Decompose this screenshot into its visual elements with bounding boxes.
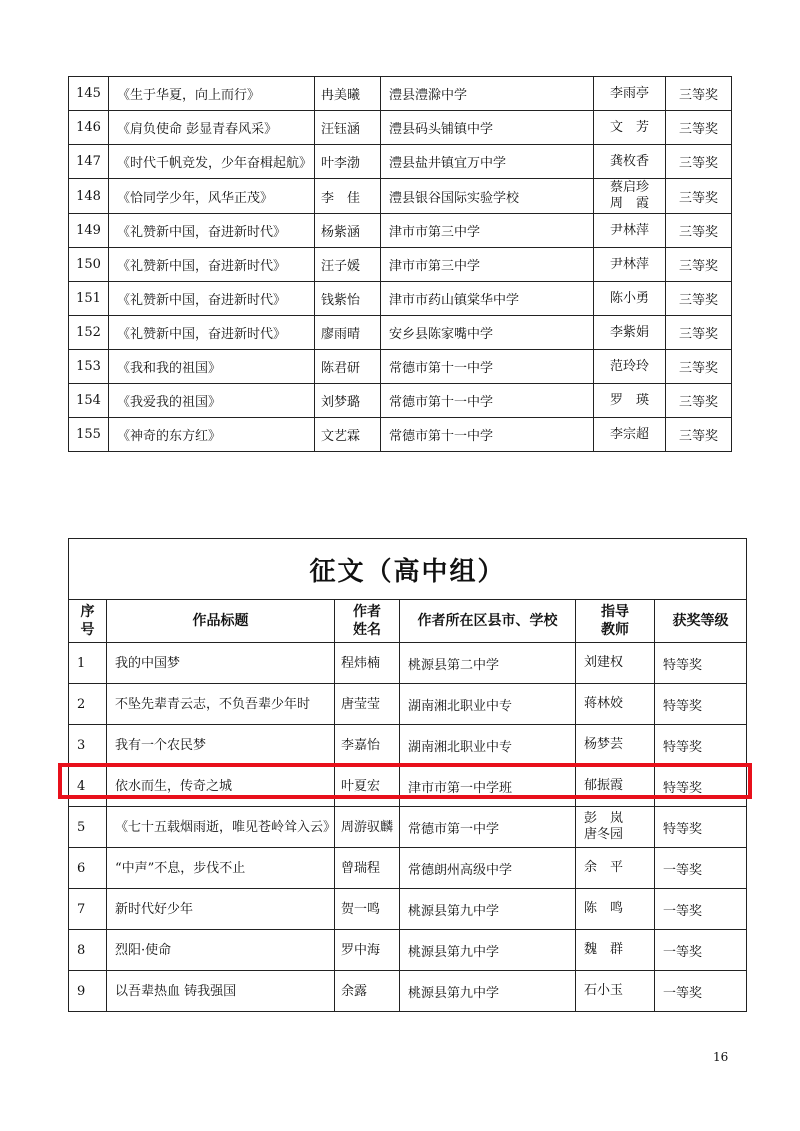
row-award: 三等奖: [666, 214, 732, 248]
row-school: 常德市第十一中学: [381, 350, 594, 384]
row-author: 汪钰涵: [315, 111, 381, 145]
row-award: 三等奖: [666, 248, 732, 282]
row-author: 周游驭麟: [335, 807, 400, 848]
row-title: 《我和我的祖国》: [109, 350, 315, 384]
row-teacher: [594, 214, 666, 248]
row-school: 常德朗州高级中学: [400, 848, 576, 889]
header-num: 序 号: [69, 600, 107, 643]
table-row: [69, 350, 732, 384]
row-author: 冉美曦: [315, 77, 381, 111]
row-title: “中声”不息，步伐不止: [107, 848, 335, 889]
teacher-name: 范玲玲: [609, 358, 649, 374]
row-school: 津市市第三中学: [381, 248, 594, 282]
row-author: 李嘉怡: [335, 725, 400, 766]
teacher-name: 龚枚香: [609, 153, 649, 169]
header-award: 获奖等级: [655, 600, 747, 643]
table-row: [69, 316, 732, 350]
row-author: 廖雨晴: [315, 316, 381, 350]
table-row: [69, 684, 747, 725]
row-title: 我有一个农民梦: [107, 725, 335, 766]
row-award: 特等奖: [655, 766, 747, 807]
row-title: 《恰同学少年，风华正茂》: [109, 179, 315, 214]
row-award: 一等奖: [655, 889, 747, 930]
row-number: 3: [69, 725, 107, 766]
row-school: 澧县银谷国际实验学校: [381, 179, 594, 214]
row-number: 154: [69, 384, 109, 418]
row-author: 叶李渤: [315, 145, 381, 179]
row-award: 三等奖: [666, 282, 732, 316]
teacher-name: 蔡启珍: [609, 180, 649, 195]
row-teacher: [576, 971, 655, 1012]
row-title: 《时代千帆竞发，少年奋楫起航》: [109, 145, 315, 179]
page-number: 16: [713, 1050, 729, 1064]
row-teacher: [576, 807, 655, 848]
row-number: 145: [69, 77, 109, 111]
row-school: 安乡县陈家嘴中学: [381, 316, 594, 350]
row-title: 《礼赞新中国，奋进新时代》: [109, 316, 315, 350]
row-school: 常德市第十一中学: [381, 418, 594, 452]
teacher-name: 郁振霞: [584, 778, 624, 793]
row-author: 李 佳: [315, 179, 381, 214]
row-school: 湖南湘北职业中专: [400, 725, 576, 766]
row-title: 我的中国梦: [107, 643, 335, 684]
row-school: 澧县盐井镇宜万中学: [381, 145, 594, 179]
row-award: 三等奖: [666, 316, 732, 350]
table-row: [69, 282, 732, 316]
row-award: 特等奖: [655, 643, 747, 684]
row-number: 152: [69, 316, 109, 350]
row-teacher: [576, 684, 655, 725]
row-award: 一等奖: [655, 930, 747, 971]
teacher-name: 石小玉: [584, 983, 624, 998]
row-teacher: [576, 725, 655, 766]
row-award: 特等奖: [655, 807, 747, 848]
row-teacher: [594, 350, 666, 384]
header-school: 作者所在区县市、学校: [400, 600, 576, 643]
row-title: 《生于华夏，向上而行》: [109, 77, 315, 111]
teacher-name: 李紫娟: [609, 324, 649, 340]
row-number: 148: [69, 179, 109, 214]
row-teacher: [594, 179, 666, 214]
row-school: 桃源县第九中学: [400, 930, 576, 971]
row-author: 刘梦璐: [315, 384, 381, 418]
teacher-name: 尹林萍: [609, 256, 649, 272]
row-teacher: [576, 930, 655, 971]
table-row: [69, 807, 747, 848]
table-row: [69, 145, 732, 179]
teacher-name: 魏 群: [584, 942, 624, 957]
row-title: 《肩负使命 彭显青春风采》: [109, 111, 315, 145]
row-teacher: [576, 889, 655, 930]
teacher-name: 蒋林姣: [584, 696, 624, 711]
row-title: 《七十五载烟雨逝，唯见苍岭耸入云》: [107, 807, 335, 848]
row-award: 三等奖: [666, 77, 732, 111]
row-number: 150: [69, 248, 109, 282]
row-award: 特等奖: [655, 725, 747, 766]
row-number: 4: [69, 766, 107, 807]
row-award: 一等奖: [655, 848, 747, 889]
row-school: 桃源县第九中学: [400, 889, 576, 930]
row-title: 烈阳·使命: [107, 930, 335, 971]
teacher-name: 刘建权: [584, 655, 624, 670]
row-number: 1: [69, 643, 107, 684]
table-row: [69, 179, 732, 214]
row-number: 2: [69, 684, 107, 725]
row-school: 津市市第三中学: [381, 214, 594, 248]
highlight-box: [58, 763, 752, 799]
row-author: 汪子媛: [315, 248, 381, 282]
row-number: 153: [69, 350, 109, 384]
row-school: 津市市第一中学班: [400, 766, 576, 807]
row-award: 特等奖: [655, 684, 747, 725]
row-school: 湖南湘北职业中专: [400, 684, 576, 725]
row-award: 三等奖: [666, 384, 732, 418]
row-author: 叶夏宏: [335, 766, 400, 807]
row-award: 三等奖: [666, 111, 732, 145]
table-row: [69, 889, 747, 930]
row-author: 程炜楠: [335, 643, 400, 684]
row-school: 常德市第一中学: [400, 807, 576, 848]
row-author: 杨紫涵: [315, 214, 381, 248]
row-author: 陈君研: [315, 350, 381, 384]
teacher-name: 唐冬园: [584, 827, 624, 842]
teacher-name: 李雨亭: [609, 85, 649, 101]
table-row: [69, 643, 747, 684]
row-teacher: [594, 418, 666, 452]
header-author: 作者 姓名: [335, 600, 400, 643]
teacher-name: 陈 鸣: [584, 901, 624, 916]
award-table-continued: [68, 76, 732, 452]
row-number: 149: [69, 214, 109, 248]
teacher-name: 李宗超: [609, 426, 649, 442]
row-title: 新时代好少年: [107, 889, 335, 930]
table-row: [69, 214, 732, 248]
row-title: 不坠先辈青云志，不负吾辈少年时: [107, 684, 335, 725]
row-author: 罗中海: [335, 930, 400, 971]
row-teacher: [576, 643, 655, 684]
row-teacher: [594, 145, 666, 179]
row-number: 146: [69, 111, 109, 145]
teacher-name: 彭 岚: [584, 811, 624, 826]
row-author: 余露: [335, 971, 400, 1012]
table-row: [69, 725, 747, 766]
row-teacher: [594, 384, 666, 418]
row-title: 《礼赞新中国，奋进新时代》: [109, 282, 315, 316]
row-award: 三等奖: [666, 145, 732, 179]
row-teacher: [594, 248, 666, 282]
row-school: 澧县澧滁中学: [381, 77, 594, 111]
table-row: [69, 77, 732, 111]
table-row: [69, 930, 747, 971]
teacher-name: 陈小勇: [609, 290, 649, 306]
row-number: 155: [69, 418, 109, 452]
row-number: 5: [69, 807, 107, 848]
table-row: [69, 848, 747, 889]
row-award: 三等奖: [666, 350, 732, 384]
row-number: 6: [69, 848, 107, 889]
table-row: [69, 111, 732, 145]
row-teacher: [594, 282, 666, 316]
row-title: 依水而生，传奇之城: [107, 766, 335, 807]
table-row: [69, 971, 747, 1012]
row-school: 澧县码头铺镇中学: [381, 111, 594, 145]
row-author: 曾瑞程: [335, 848, 400, 889]
row-school: 桃源县第九中学: [400, 971, 576, 1012]
header-teacher: 指导 教师: [576, 600, 655, 643]
row-number: 9: [69, 971, 107, 1012]
row-award: 三等奖: [666, 418, 732, 452]
row-title: 以吾辈热血 铸我强国: [107, 971, 335, 1012]
table-row: [69, 418, 732, 452]
table-row: [69, 384, 732, 418]
row-award: 三等奖: [666, 179, 732, 214]
row-title: 《礼赞新中国，奋进新时代》: [109, 248, 315, 282]
row-award: 一等奖: [655, 971, 747, 1012]
row-author: 贺一鸣: [335, 889, 400, 930]
row-number: 7: [69, 889, 107, 930]
teacher-name: 余 平: [584, 860, 624, 875]
row-title: 《神奇的东方红》: [109, 418, 315, 452]
row-title: 《礼赞新中国，奋进新时代》: [109, 214, 315, 248]
row-number: 151: [69, 282, 109, 316]
row-title: 《我爱我的祖国》: [109, 384, 315, 418]
row-teacher: [594, 111, 666, 145]
row-author: 文艺霖: [315, 418, 381, 452]
row-school: 常德市第十一中学: [381, 384, 594, 418]
row-school: 津市市药山镇棠华中学: [381, 282, 594, 316]
row-teacher: [576, 848, 655, 889]
teacher-name: 杨梦芸: [584, 737, 624, 752]
row-school: 桃源县第二中学: [400, 643, 576, 684]
row-number: 147: [69, 145, 109, 179]
row-author: 唐莹莹: [335, 684, 400, 725]
teacher-name: 周 霞: [609, 196, 649, 211]
row-teacher: [594, 316, 666, 350]
teacher-name: 罗 瑛: [609, 392, 649, 408]
row-teacher: [594, 77, 666, 111]
row-number: 8: [69, 930, 107, 971]
teacher-name: 尹林萍: [609, 222, 649, 238]
teacher-name: 文 芳: [609, 119, 649, 135]
header-title: 作品标题: [107, 600, 335, 643]
row-author: 钱紫怡: [315, 282, 381, 316]
table-row: [69, 248, 732, 282]
section-title: 征文（高中组）: [69, 539, 747, 600]
